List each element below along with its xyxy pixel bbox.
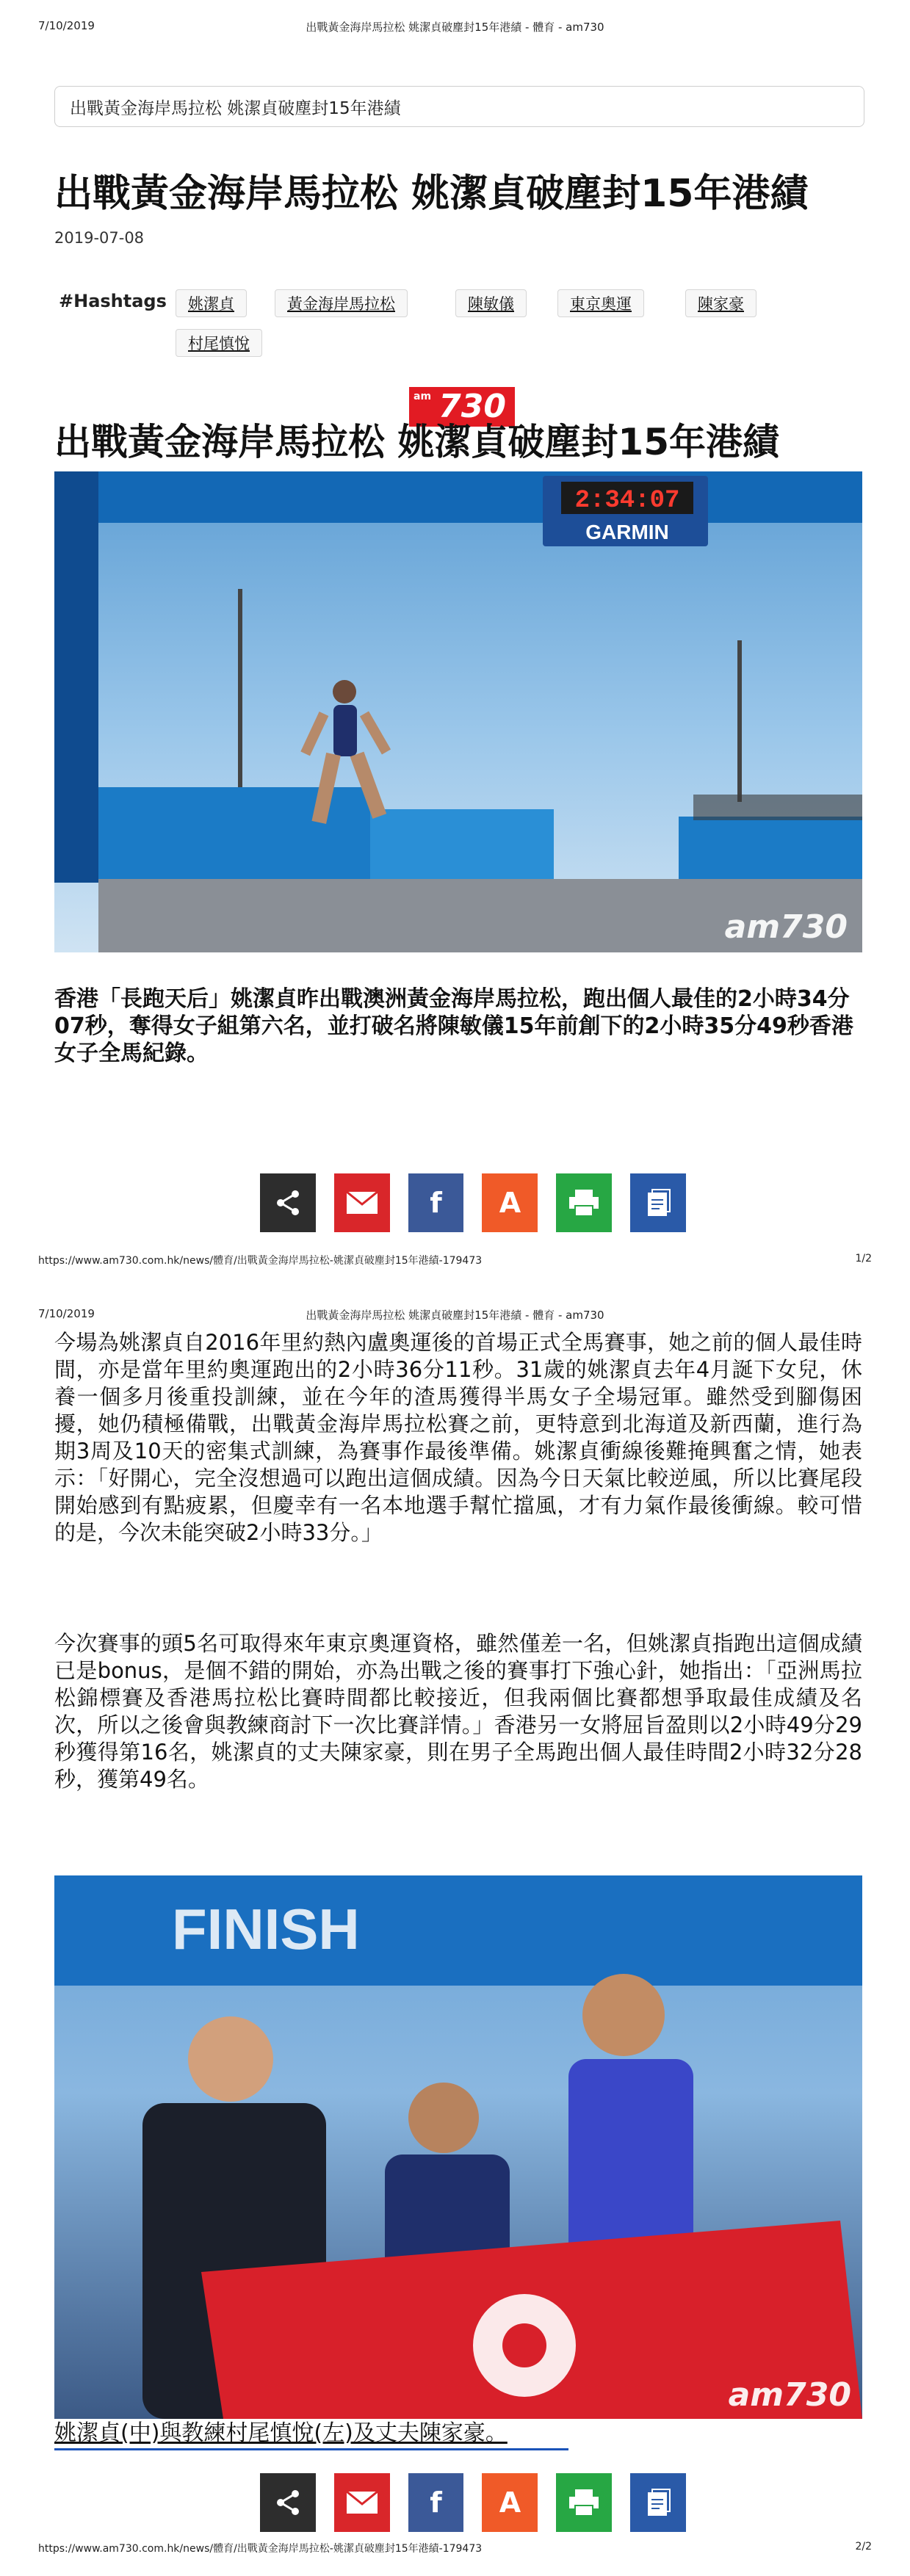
note-button[interactable] [630,2473,686,2532]
photo-watermark: am730 [724,908,848,946]
facebook-button[interactable] [408,2473,464,2532]
print-icon [568,1188,600,1218]
article-paragraph-2: 今次賽事的頭5名可取得來年東京奧運資格，雖然僅差一名，但姚潔貞指跑出這個成績已是bonus，是個不錯的開始，亦為出戰之後的賽事打下強心針，她指出：「亞洲馬拉松錦標賽及香港馬拉松比賽時間都比較接近，但我兩個比賽都想爭取最佳成績及名次，所以之後會與教練商討下一次比賽詳情。」香港另一女將屈旨盈則以2小時49分29秒獲得第16名，姚潔貞的丈夫陳家豪，則在男子全馬跑出個人最佳時間2小時32分28秒，獲第49名。 [54,1631,862,1792]
race-finish-illustration [54,471,862,952]
finish-banner-text: FINISH [172,1897,360,1961]
news-heading: 出戰黃金海岸馬拉松 姚潔貞破塵封15年港績 [54,421,779,463]
am730-logo-number: 730 [438,388,506,425]
mail-icon [346,2491,378,2514]
team-photo [54,1875,862,2419]
finish-gantry-top [98,471,862,523]
print-page-number: 1/2 [855,1253,872,1265]
print-date: 7/10/2019 [38,1307,95,1320]
email-button[interactable] [334,2473,390,2532]
race-finish-photo [54,471,862,952]
print-date: 7/10/2019 [38,19,95,32]
share-toolbar [260,2473,686,2532]
print-page-number: 2/2 [855,2541,872,2553]
light-pole [238,589,242,795]
am730-logo-brand: am [414,391,432,402]
hashtag-link[interactable]: 姚潔貞 [176,289,247,317]
hashtag-link[interactable]: 陳敏儀 [455,289,527,317]
photo-watermark: am730 [728,2376,851,2414]
article-lede: 香港「長跑天后」姚潔貞昨出戰澳洲黃金海岸馬拉松，跑出個人最佳的2小時34分07秒，奪得女子組第六名，並打破名將陳敏儀15年前創下的2小時35分49秒香港女子全馬紀錄。 [54,986,853,1066]
email-button[interactable] [334,1173,390,1232]
share-icon [273,1188,303,1218]
article-paragraph-1: 今場為姚潔貞自2016年里約熱內盧奧運後的首場正式全馬賽事，她之前的個人最佳時間，亦是當年里約奧運跑出的2小時36分11秒。31歲的姚潔貞去年4月誕下女兒，休養一個多月後重投訓練，並在今年的渣馬獲得半馬女子全場冠軍。雖然受到腳傷困擾，她仍積極備戰，出戰黃金海岸馬拉松賽之前，更特意到北海道及新西蘭，進行為期3周及10天的密集式訓練，為賽事作最後準備。姚潔貞衝線後難掩興奮之情，她表示：「好開心，完全沒想過可以跑出這個成績。因為今日天氣比較逆風，所以比賽尾段開始感到有點疲累，但慶幸有一名本地選手幫忙擋風，才有力氣作最後衝線。較可惜的是，今次未能突破2小時33分。」 [54,1330,862,1545]
sponsor-barrier-right [679,817,862,883]
note-icon [645,1188,671,1218]
hashtag-link[interactable]: 村尾慎悅 [176,329,262,357]
print-url: https://www.am730.com.hk/news/體育/出戰黃金海岸馬拉松-姚潔貞破塵封15年港績-179473 [38,1255,483,1267]
note-button[interactable] [630,1173,686,1232]
light-pole [737,640,742,802]
hashtags-label: #Hashtags [59,291,167,311]
photo-caption: 姚潔貞(中)與教練村尾慎悅(左)及丈夫陳家豪。 [54,2419,568,2450]
print-url: https://www.am730.com.hk/news/體育/出戰黃金海岸馬拉松-姚潔貞破塵封15年港績-179473 [38,2543,483,2555]
share-button[interactable] [260,2473,316,2532]
hashtag-link[interactable]: 黃金海岸馬拉松 [275,289,408,317]
print-footer [0,2541,910,2557]
article-title: 出戰黃金海岸馬拉松 姚潔貞破塵封15年港績 [54,172,809,216]
finish-gantry-left [54,471,98,883]
print-button[interactable] [556,2473,612,2532]
print-header [0,1307,910,1325]
facebook-icon: f [430,2486,442,2519]
article-date: 2019-07-08 [54,229,145,247]
note-icon [645,2488,671,2517]
mail-icon [346,1191,378,1215]
print-icon [568,2488,600,2517]
print-page-title: 出戰黃金海岸馬拉松 姚潔貞破塵封15年港績 - 體育 - am730 [306,21,604,34]
sponsor-text: GARMIN [585,521,669,543]
print-page-title: 出戰黃金海岸馬拉松 姚潔貞破塵封15年港績 - 體育 - am730 [306,1309,604,1322]
sponsor-barrier-mid [370,809,554,883]
hashtag-link[interactable]: 東京奧運 [557,289,644,317]
share-button[interactable] [260,1173,316,1232]
team-photo-illustration [54,1875,862,2419]
breadcrumb-text: 出戰黃金海岸馬拉松 姚潔貞破塵封15年港績 [70,98,401,118]
print-footer [0,1253,910,1269]
font-size-icon: A [499,2486,521,2519]
hashtag-link[interactable]: 陳家豪 [685,289,756,317]
crowd [693,795,862,820]
facebook-icon: f [430,1187,442,1219]
font-size-button[interactable] [482,1173,538,1232]
facebook-button[interactable] [408,1173,464,1232]
share-toolbar [260,1173,686,1232]
print-button[interactable] [556,1173,612,1232]
race-timer-text: 2:34:07 [574,487,680,515]
share-icon [273,2488,303,2517]
font-size-icon: A [499,1187,521,1219]
font-size-button[interactable] [482,2473,538,2532]
breadcrumb[interactable] [54,86,864,127]
print-header [0,19,910,37]
